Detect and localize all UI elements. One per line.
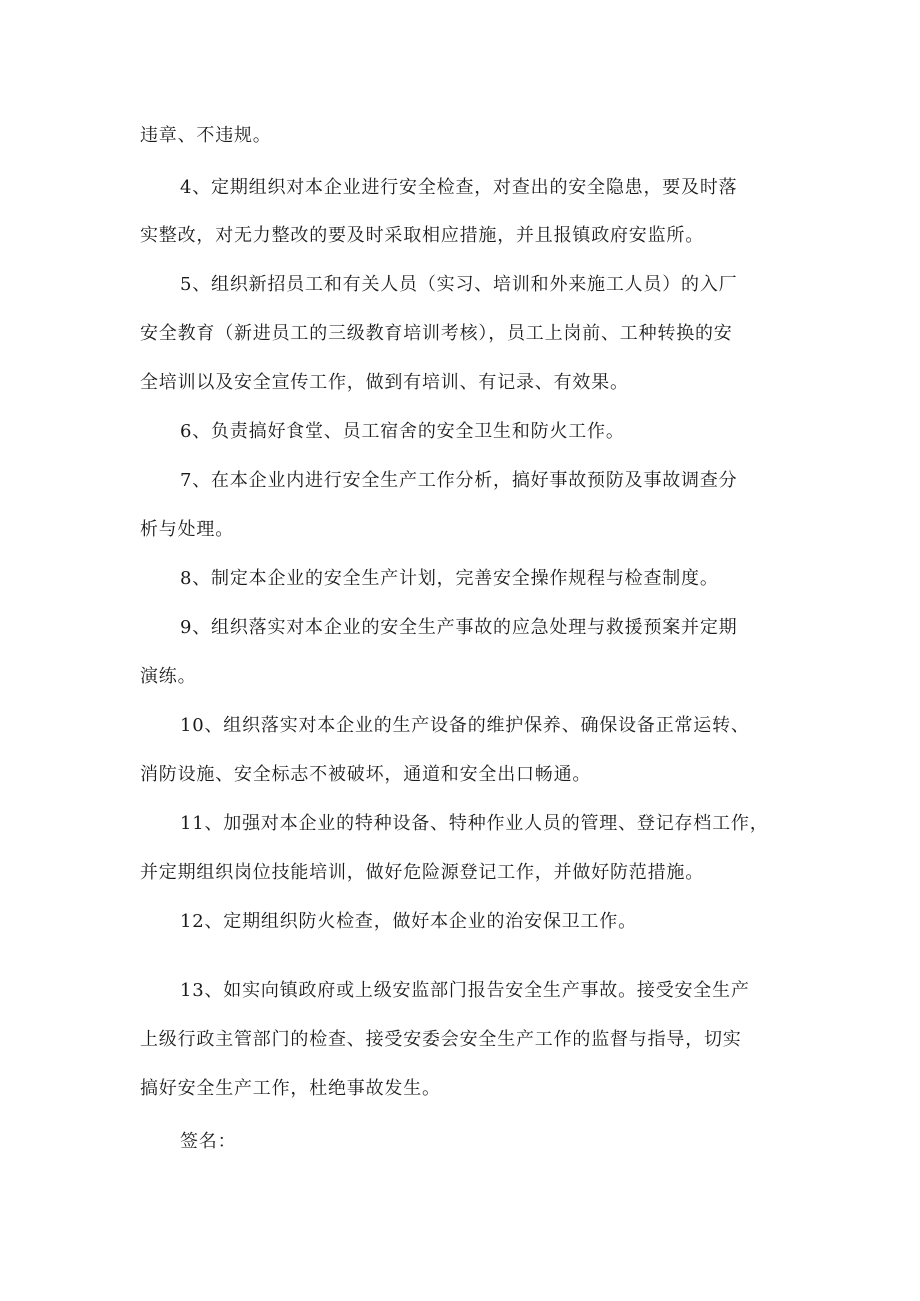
text-line-16: 并定期组织岗位技能培训，做好危险源登记工作，并做好防范措施。 bbox=[140, 862, 704, 883]
text-line-8: 7、在本企业内进行安全生产工作分析，搞好事故预防及事故调查分 bbox=[180, 470, 738, 491]
text-line-17: 12、定期组织防火检查，做好本企业的治安保卫工作。 bbox=[180, 911, 637, 932]
text-line-5: 安全教育（新进员工的三级教育培训考核），员工上岗前、工种转换的安 bbox=[140, 323, 733, 344]
text-line-9: 析与处理。 bbox=[140, 519, 234, 540]
text-line-10: 8、制定本企业的安全生产计划，完善安全操作规程与检查制度。 bbox=[180, 568, 719, 589]
signature-label: 签名： bbox=[180, 1131, 237, 1152]
text-line-15: 11、加强对本企业的特种设备、特种作业人员的管理、登记存档工作， bbox=[180, 813, 769, 834]
text-line-3: 实整改，对无力整改的要及时采取相应措施，并且报镇政府安监所。 bbox=[140, 225, 704, 246]
text-line-7: 6、负责搞好食堂、员工宿舍的安全卫生和防火工作。 bbox=[180, 421, 625, 442]
text-line-13: 10、组织落实对本企业的生产设备的维护保养、确保设备正常运转、 bbox=[180, 715, 750, 736]
text-line-11: 9、组织落实对本企业的安全生产事故的应急处理与救援预案并定期 bbox=[180, 617, 738, 638]
text-line-14: 消防设施、安全标志不被破坏，通道和安全出口畅通。 bbox=[140, 764, 592, 785]
text-line-19: 上级行政主管部门的检查、接受安委会安全生产工作的监督与指导，切实 bbox=[140, 1029, 742, 1050]
text-line-1: 违章、不违规。 bbox=[140, 125, 272, 146]
text-line-12: 演练。 bbox=[140, 666, 197, 687]
text-line-18: 13、如实向镇政府或上级安监部门报告安全生产事故。接受安全生产 bbox=[180, 980, 750, 1001]
text-line-6: 全培训以及安全宣传工作，做到有培训、有记录、有效果。 bbox=[140, 372, 629, 393]
text-line-20: 搞好安全生产工作，杜绝事故发生。 bbox=[140, 1078, 441, 1099]
text-line-4: 5、组织新招员工和有关人员（实习、培训和外来施工人员）的入厂 bbox=[180, 274, 738, 295]
text-line-2: 4、定期组织对本企业进行安全检查，对查出的安全隐患，要及时落 bbox=[180, 177, 738, 198]
